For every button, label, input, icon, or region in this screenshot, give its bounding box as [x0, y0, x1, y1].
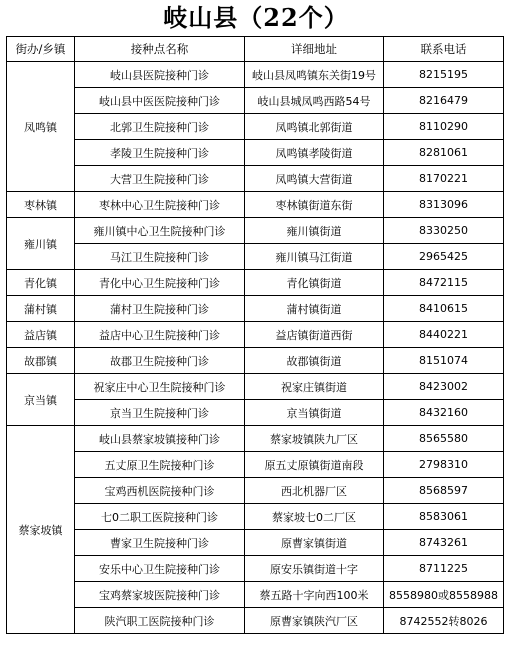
table-row [7, 88, 504, 114]
table-row [7, 426, 504, 452]
address-cell: 岐山县城凤鸣西路54号 [245, 88, 384, 114]
address-cell: 岐山县凤鸣镇东关街19号 [245, 62, 384, 88]
table-row [7, 348, 504, 374]
phone-cell: 8170221 [384, 166, 504, 192]
table-body [7, 62, 504, 634]
site-name-cell: 岐山县医院接种门诊 [75, 62, 245, 88]
town-cell: 枣林镇 [7, 192, 75, 218]
address-cell: 雍川镇马江街道 [245, 244, 384, 270]
vaccination-sites-table [6, 36, 504, 634]
phone-cell: 2965425 [384, 244, 504, 270]
table-row [7, 114, 504, 140]
phone-cell: 8742552转8026 [384, 608, 504, 634]
town-cell: 故郡镇 [7, 348, 75, 374]
address-cell: 原曹家镇街道 [245, 530, 384, 556]
table-row [7, 400, 504, 426]
table-row [7, 478, 504, 504]
header-phone: 联系电话 [384, 37, 504, 62]
site-name-cell: 京当卫生院接种门诊 [75, 400, 245, 426]
site-name-cell: 故郡卫生院接种门诊 [75, 348, 245, 374]
phone-cell: 8313096 [384, 192, 504, 218]
address-cell: 原安乐镇街道十字 [245, 556, 384, 582]
table-row [7, 582, 504, 608]
table-row [7, 296, 504, 322]
phone-cell: 8711225 [384, 556, 504, 582]
phone-cell: 8583061 [384, 504, 504, 530]
phone-cell: 8440221 [384, 322, 504, 348]
site-name-cell: 祝家庄中心卫生院接种门诊 [75, 374, 245, 400]
site-name-cell: 宝鸡西机医院接种门诊 [75, 478, 245, 504]
site-name-cell: 岐山县蔡家坡镇接种门诊 [75, 426, 245, 452]
site-name-cell: 曹家卫生院接种门诊 [75, 530, 245, 556]
address-cell: 凤鸣镇大营街道 [245, 166, 384, 192]
table-row [7, 322, 504, 348]
site-name-cell: 岐山县中医医院接种门诊 [75, 88, 245, 114]
table-row [7, 556, 504, 582]
phone-cell: 8216479 [384, 88, 504, 114]
address-cell: 原五丈原镇街道南段 [245, 452, 384, 478]
phone-cell: 8472115 [384, 270, 504, 296]
site-name-cell: 马江卫生院接种门诊 [75, 244, 245, 270]
table-row [7, 62, 504, 88]
table-row [7, 530, 504, 556]
table-row [7, 374, 504, 400]
town-cell: 雍川镇 [7, 218, 75, 270]
site-name-cell: 蒲村卫生院接种门诊 [75, 296, 245, 322]
site-name-cell: 枣林中心卫生院接种门诊 [75, 192, 245, 218]
table-header-row [7, 37, 504, 62]
address-cell: 凤鸣镇北郭街道 [245, 114, 384, 140]
address-cell: 益店镇街道西街 [245, 322, 384, 348]
table-row [7, 192, 504, 218]
address-cell: 祝家庄镇街道 [245, 374, 384, 400]
address-cell: 故郡镇街道 [245, 348, 384, 374]
table-row [7, 140, 504, 166]
phone-cell: 8330250 [384, 218, 504, 244]
table-row [7, 504, 504, 530]
phone-cell: 8423002 [384, 374, 504, 400]
site-name-cell: 安乐中心卫生院接种门诊 [75, 556, 245, 582]
header-site-name: 接种点名称 [75, 37, 245, 62]
address-cell: 京当镇街道 [245, 400, 384, 426]
site-name-cell: 陕汽职工医院接种门诊 [75, 608, 245, 634]
phone-cell: 8281061 [384, 140, 504, 166]
address-cell: 雍川镇街道 [245, 218, 384, 244]
address-cell: 原曹家镇陕汽厂区 [245, 608, 384, 634]
phone-cell: 8432160 [384, 400, 504, 426]
site-name-cell: 孝陵卫生院接种门诊 [75, 140, 245, 166]
town-cell: 益店镇 [7, 322, 75, 348]
site-name-cell: 宝鸡蔡家坡医院接种门诊 [75, 582, 245, 608]
site-name-cell: 七0二职工医院接种门诊 [75, 504, 245, 530]
address-cell: 蔡家坡镇陕九厂区 [245, 426, 384, 452]
table-row [7, 608, 504, 634]
town-cell: 蔡家坡镇 [7, 426, 75, 634]
phone-cell: 8565580 [384, 426, 504, 452]
phone-cell: 8110290 [384, 114, 504, 140]
table-row [7, 452, 504, 478]
phone-cell: 8410615 [384, 296, 504, 322]
header-address: 详细地址 [245, 37, 384, 62]
header-town: 街办/乡镇 [7, 37, 75, 62]
site-name-cell: 青化中心卫生院接种门诊 [75, 270, 245, 296]
town-cell: 青化镇 [7, 270, 75, 296]
page-title: 岐山县（22个） [163, 3, 349, 32]
town-cell: 蒲村镇 [7, 296, 75, 322]
phone-cell: 8215195 [384, 62, 504, 88]
address-cell: 蒲村镇街道 [245, 296, 384, 322]
site-name-cell: 大营卫生院接种门诊 [75, 166, 245, 192]
address-cell: 凤鸣镇孝陵街道 [245, 140, 384, 166]
table-row [7, 270, 504, 296]
phone-cell: 2798310 [384, 452, 504, 478]
table-row [7, 218, 504, 244]
phone-cell: 8743261 [384, 530, 504, 556]
address-cell: 蔡五路十字向西100米 [245, 582, 384, 608]
site-name-cell: 五丈原卫生院接种门诊 [75, 452, 245, 478]
site-name-cell: 益店中心卫生院接种门诊 [75, 322, 245, 348]
town-cell: 凤鸣镇 [7, 62, 75, 192]
phone-cell: 8558980或8558988 [384, 582, 504, 608]
town-cell: 京当镇 [7, 374, 75, 426]
phone-cell: 8151074 [384, 348, 504, 374]
address-cell: 蔡家坡七0二厂区 [245, 504, 384, 530]
site-name-cell: 北郭卫生院接种门诊 [75, 114, 245, 140]
phone-cell: 8568597 [384, 478, 504, 504]
address-cell: 青化镇街道 [245, 270, 384, 296]
address-cell: 西北机器厂区 [245, 478, 384, 504]
site-name-cell: 雍川镇中心卫生院接种门诊 [75, 218, 245, 244]
table-row [7, 244, 504, 270]
table-row [7, 166, 504, 192]
address-cell: 枣林镇街道东街 [245, 192, 384, 218]
